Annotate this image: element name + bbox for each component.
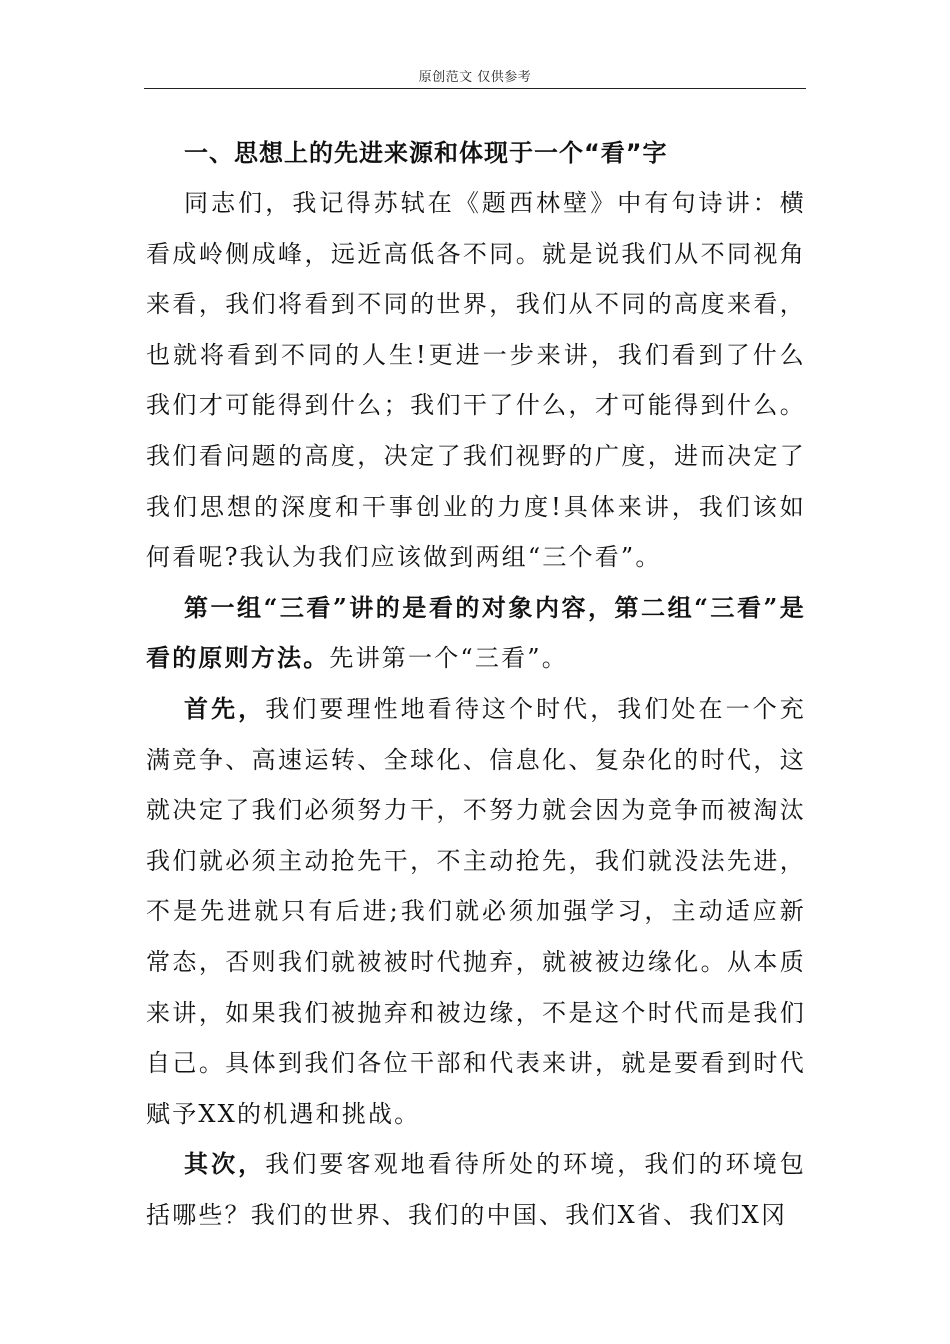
paragraph-2-bold: 第一组“三看”讲的是看的对象内容，第二组“三看”是看的原则方法。 — [146, 592, 806, 673]
document-body — [146, 128, 806, 1240]
section-heading: 一、思想上的先进来源和体现于一个“看”字 — [184, 139, 668, 167]
paragraph-2-text: 先讲第一个“三看”。 — [329, 644, 568, 673]
paragraph-1 — [146, 178, 806, 583]
paragraph-3 — [146, 684, 806, 1139]
paragraph-3-bold: 首先， — [184, 693, 266, 723]
paragraph-3-text: 我们要理性地看待这个时代，我们处在一个充满竞争、高速运转、全球化、信息化、复杂化的时代，这就决定了我们必须努力干，不努力就会因为竞争而被淘汰我们就必须主动抢先干，不主动抢先，我们就没法先进，不是先进就只有后进;我们就必须加强学习，主动适应新常态，否则我们就被被时代抛弃，就被被边缘化。从本质来讲，如果我们被抛弃和被边缘，不是这个时代而是我们自己。具体到我们各位干部和代表来讲，就是要看到时代赋予XX的机遇和挑战。 — [146, 694, 806, 1128]
page-header — [144, 66, 806, 89]
paragraph-4 — [146, 1139, 806, 1240]
paragraph-4-text: 我们要客观地看待所处的环境，我们的环境包括哪些？我们的世界、我们的中国、我们X省、我们X冈 — [146, 1150, 806, 1229]
paragraph-2 — [146, 583, 806, 684]
header-text: 原创范文 仅供参考 — [418, 70, 532, 85]
paragraph-1-text: 同志们，我记得苏轼在《题西林壁》中有句诗讲：横看成岭侧成峰，远近高低各不同。就是说我们从不同视角来看，我们将看到不同的世界，我们从不同的高度来看，也就将看到不同的人生!更进一步来讲，我们看到了什么我们才可能得到什么；我们干了什么，才可能得到什么。我们看问题的高度，决定了我们视野的广度，进而决定了我们思想的深度和干事创业的力度!具体来讲，我们该如何看呢?我认为我们应该做到两组“三个看”。 — [146, 189, 806, 572]
paragraph-4-bold: 其次， — [184, 1149, 266, 1179]
